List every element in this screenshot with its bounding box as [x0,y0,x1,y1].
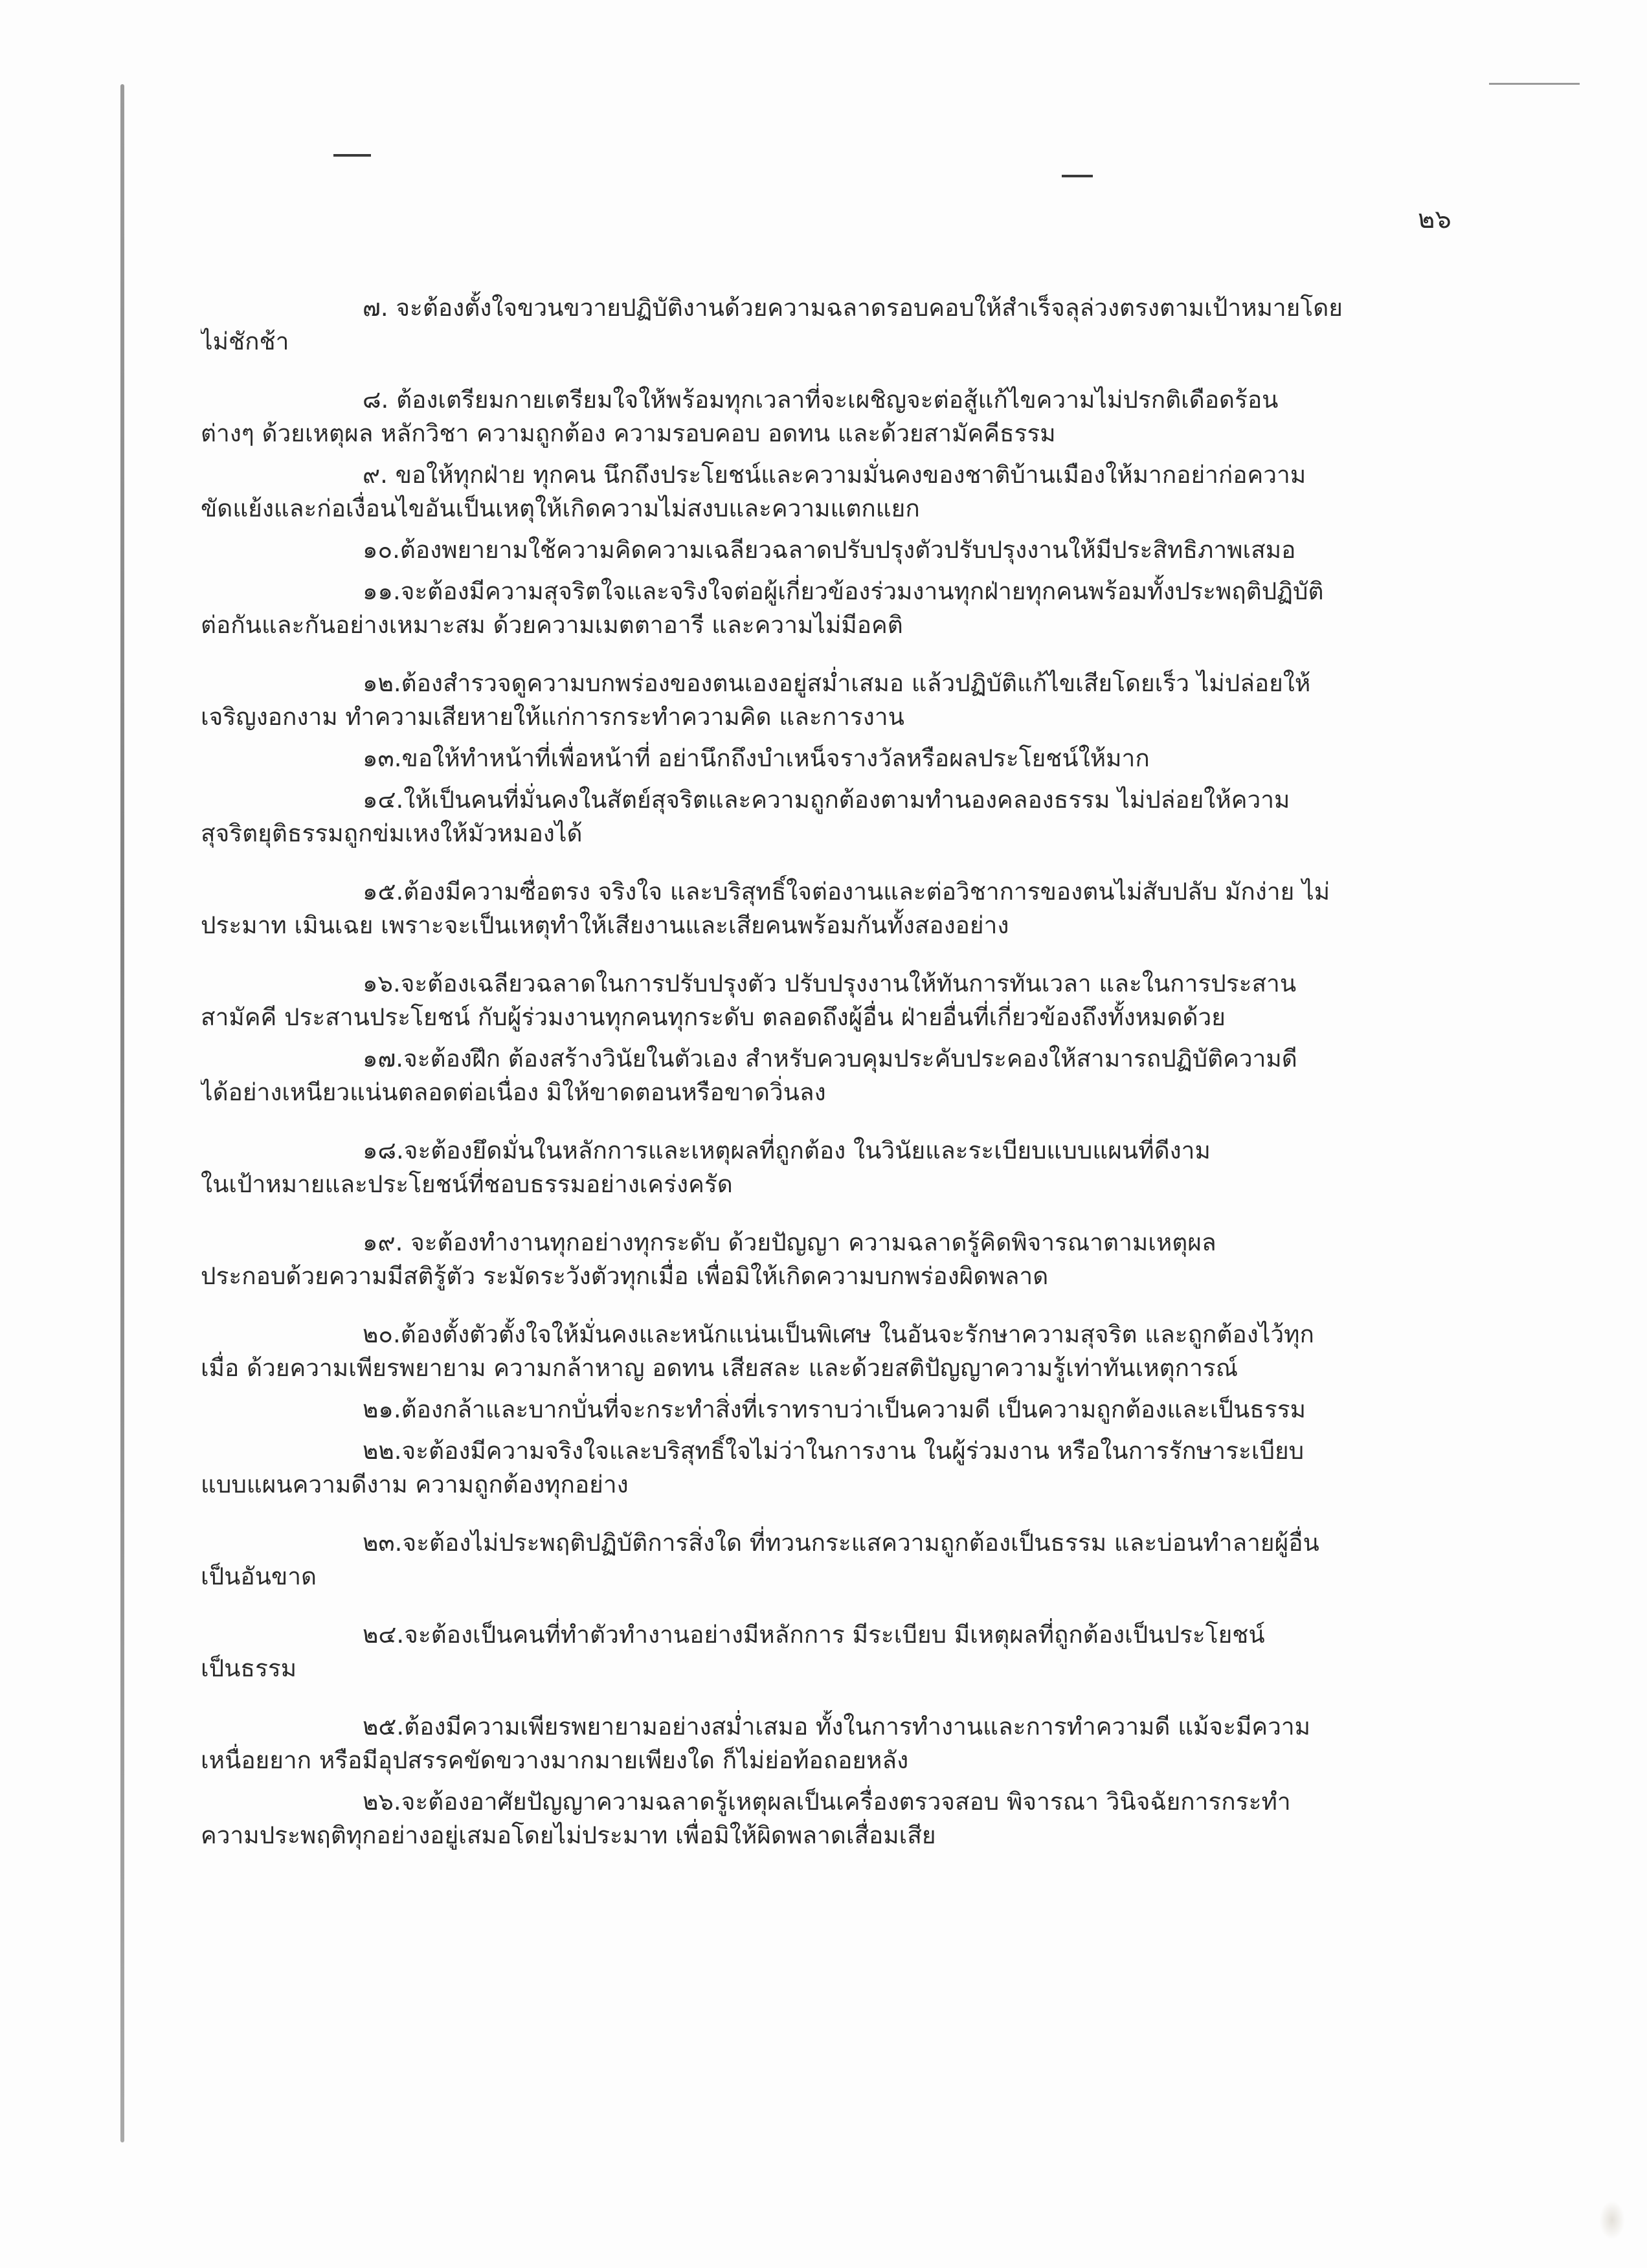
paragraph-line: ๒๔.จะต้องเป็นคนที่ทำตัวทำงานอย่างมีหลักการ มีระเบียบ มีเหตุผลที่ถูกต้องเป็นประโยชน์ [363,1621,1265,1649]
paragraph-line: ๑๑.จะต้องมีความสุจริตใจและจริงใจต่อผู้เกี่ยวข้องร่วมงานทุกฝ่ายทุกคนพร้อมทั้งประพฤติปฏิบัติ [363,577,1324,605]
paragraph-line: ๒๖.จะต้องอาศัยปัญญาความฉลาดรู้เหตุผลเป็นเครื่องตรวจสอบ พิจารณา วินิจฉัยการกระทำ [363,1788,1291,1816]
paragraph-16 [201,967,1450,1034]
paragraph-line: แบบแผนความดีงาม ความถูกต้องทุกอย่าง [201,1471,629,1498]
paragraph-24 [201,1618,1450,1685]
paragraph-line: ๒๒.จะต้องมีความจริงใจและบริสุทธิ์ใจไม่ว่าในการงาน ในผู้ร่วมงาน หรือในการรักษาระเบียบ [363,1437,1305,1465]
paragraph-line: ได้อย่างเหนียวแน่นตลอดต่อเนื่อง มิให้ขาดตอนหรือขาดวิ่นลง [201,1078,826,1106]
paragraph-line: ๑๙. จะต้องทำงานทุกอย่างทุกระดับ ด้วยปัญญา ความฉลาดรู้คิดพิจารณาตามเหตุผล [363,1228,1216,1256]
paragraph-12 [201,667,1450,734]
paragraph-8 [201,383,1450,450]
paragraph-line: ในเป้าหมายและประโยชน์ที่ชอบธรรมอย่างเคร่งครัด [201,1170,733,1198]
paragraph-line: ๒๕.ต้องมีความเพียรพยายามอย่างสม่ำเสมอ ทั้งในการทำงานและการทำความดี แม้จะมีความ [363,1713,1311,1740]
paragraph-line: ๑๐.ต้องพยายามใช้ความคิดความเฉลียวฉลาดปรับปรุงตัวปรับปรุงงานให้มีประสิทธิภาพเสมอ [363,536,1296,564]
paragraph-line: ต่อกันและกันอย่างเหมาะสม ด้วยความเมตตาอารี และความไม่มีอคติ [201,611,903,639]
paper-stain [1599,2201,1625,2240]
paragraph-line: เจริญงอกงาม ทำความเสียหายให้แก่การกระทำความคิด และการงาน [201,703,904,731]
paragraph-21 [201,1393,1450,1427]
paragraph-14 [201,783,1450,850]
paragraph-line: เป็นธรรม [201,1654,297,1682]
document-body [201,291,1450,1852]
paragraph-line: ๑๗.จะต้องฝึก ต้องสร้างวินัยในตัวเอง สำหรับควบคุมประคับประคองให้สามารถปฏิบัติความดี [363,1045,1297,1073]
paragraph-line: ๑๕.ต้องมีความซื่อตรง จริงใจ และบริสุทธิ์ใจต่องานและต่อวิชาการของตนไม่สับปลับ มักง่าย ไม่ [363,878,1330,906]
paragraph-line: ประมาท เมินเฉย เพราะจะเป็นเหตุทำให้เสียงานและเสียคนพร้อมกันทั้งสองอย่าง [201,911,1009,939]
paragraph-20 [201,1318,1450,1385]
paragraph-line: เหนื่อยยาก หรือมีอุปสรรคขัดขวางมากมายเพียงใด ก็ไม่ย่อท้อถอยหลัง [201,1746,909,1774]
paragraph-26 [201,1785,1450,1852]
paragraph-line: เมื่อ ด้วยความเพียรพยายาม ความกล้าหาญ อดทน เสียสละ และด้วยสติปัญญาความรู้เท่าทันเหตุการณ์ [201,1354,1238,1382]
paragraph-9 [201,458,1450,526]
paragraph-line: ขัดแย้งและก่อเงื่อนไขอันเป็นเหตุให้เกิดความไม่สงบและความแตกแยก [201,495,920,522]
paragraph-23 [201,1526,1450,1594]
left-margin-rule [120,84,124,2142]
paragraph-line: ต่างๆ ด้วยเหตุผล หลักวิชา ความถูกต้อง ความรอบคอบ อดทน และด้วยสามัคคีธรรม [201,419,1056,447]
paragraph-line: ไม่ชักช้า [201,328,289,355]
paragraph-19 [201,1226,1450,1293]
paragraph-line: เป็นอันขาด [201,1562,317,1590]
paragraph-line: ๗. จะต้องตั้งใจขวนขวายปฏิบัติงานด้วยความฉลาดรอบคอบให้สำเร็จลุล่วงตรงตามเป้าหมายโดย [363,294,1343,322]
top-right-rule [1489,83,1580,85]
paragraph-line: ๑๒.ต้องสำรวจดูความบกพร่องของตนเองอยู่สม่ำเสมอ แล้วปฏิบัติแก้ไขเสียโดยเร็ว ไม่ปล่อยให้ [363,669,1311,697]
paragraph-line: ๒๑.ต้องกล้าและบากบั่นที่จะกระทำสิ่งที่เราทราบว่าเป็นความดี เป็นความถูกต้องและเป็นธรรม [363,1395,1306,1423]
paragraph-line: ๘. ต้องเตรียมกายเตรียมใจให้พร้อมทุกเวลาที่จะเผชิญจะต่อสู้แก้ไขความไม่ปรกติเดือดร้อน [363,386,1279,414]
paragraph-15 [201,875,1450,942]
paragraph-line: ๑๖.จะต้องเฉลียวฉลาดในการปรับปรุงตัว ปรับปรุงงานให้ทันการทันเวลา และในการประสาน [363,970,1297,997]
page-number: ๒๖ [1418,205,1451,234]
paragraph-10 [201,533,1450,567]
paragraph-17 [201,1042,1450,1109]
paragraph-line: สามัคคี ประสานประโยชน์ กับผู้ร่วมงานทุกคนทุกระดับ ตลอดถึงผู้อื่น ฝ่ายอื่นที่เกี่ยวข้องถึงทั้งหมดด้วย [201,1003,1226,1031]
paragraph-line: ความประพฤติทุกอย่างอยู่เสมอโดยไม่ประมาท เพื่อมิให้ผิดพลาดเสื่อมเสีย [201,1821,936,1849]
header-mark-left [333,154,371,157]
paragraph-11 [201,575,1450,642]
paragraph-22 [201,1434,1450,1502]
header-mark-center [1062,175,1093,177]
paragraph-line: ประกอบด้วยความมีสติรู้ตัว ระมัดระวังตัวทุกเมื่อ เพื่อมิให้เกิดความบกพร่องผิดพลาด [201,1262,1049,1290]
paragraph-line: ๒๐.ต้องตั้งตัวตั้งใจให้มั่นคงและหนักแน่นเป็นพิเศษ ในอันจะรักษาความสุจริต และถูกต้องไว้ทุก [363,1320,1314,1348]
paragraph-line: ๒๓.จะต้องไม่ประพฤติปฏิบัติการสิ่งใด ที่ทวนกระแสความถูกต้องเป็นธรรม และบ่อนทำลายผู้อื่น [363,1529,1319,1557]
paragraph-25 [201,1710,1450,1777]
paragraph-18 [201,1134,1450,1201]
paragraph-13 [201,742,1450,775]
paragraph-line: ๑๘.จะต้องยึดมั่นในหลักการและเหตุผลที่ถูกต้อง ในวินัยและระเบียบแบบแผนที่ดีงาม [363,1137,1211,1164]
paragraph-line: ๙. ขอให้ทุกฝ่าย ทุกคน นึกถึงประโยชน์และความมั่นคงของชาติบ้านเมืองให้มากอย่าก่อความ [363,461,1306,489]
paragraph-7 [201,291,1450,359]
paragraph-line: ๑๓.ขอให้ทำหน้าที่เพื่อหน้าที่ อย่านึกถึงบำเหน็จรางวัลหรือผลประโยชน์ให้มาก [363,744,1150,772]
paragraph-line: ๑๔.ให้เป็นคนที่มั่นคงในสัตย์สุจริตและความถูกต้องตามทำนองคลองธรรม ไม่ปล่อยให้ความ [363,786,1290,814]
paragraph-line: สุจริตยุติธรรมถูกข่มเหงให้มัวหมองได้ [201,819,583,847]
